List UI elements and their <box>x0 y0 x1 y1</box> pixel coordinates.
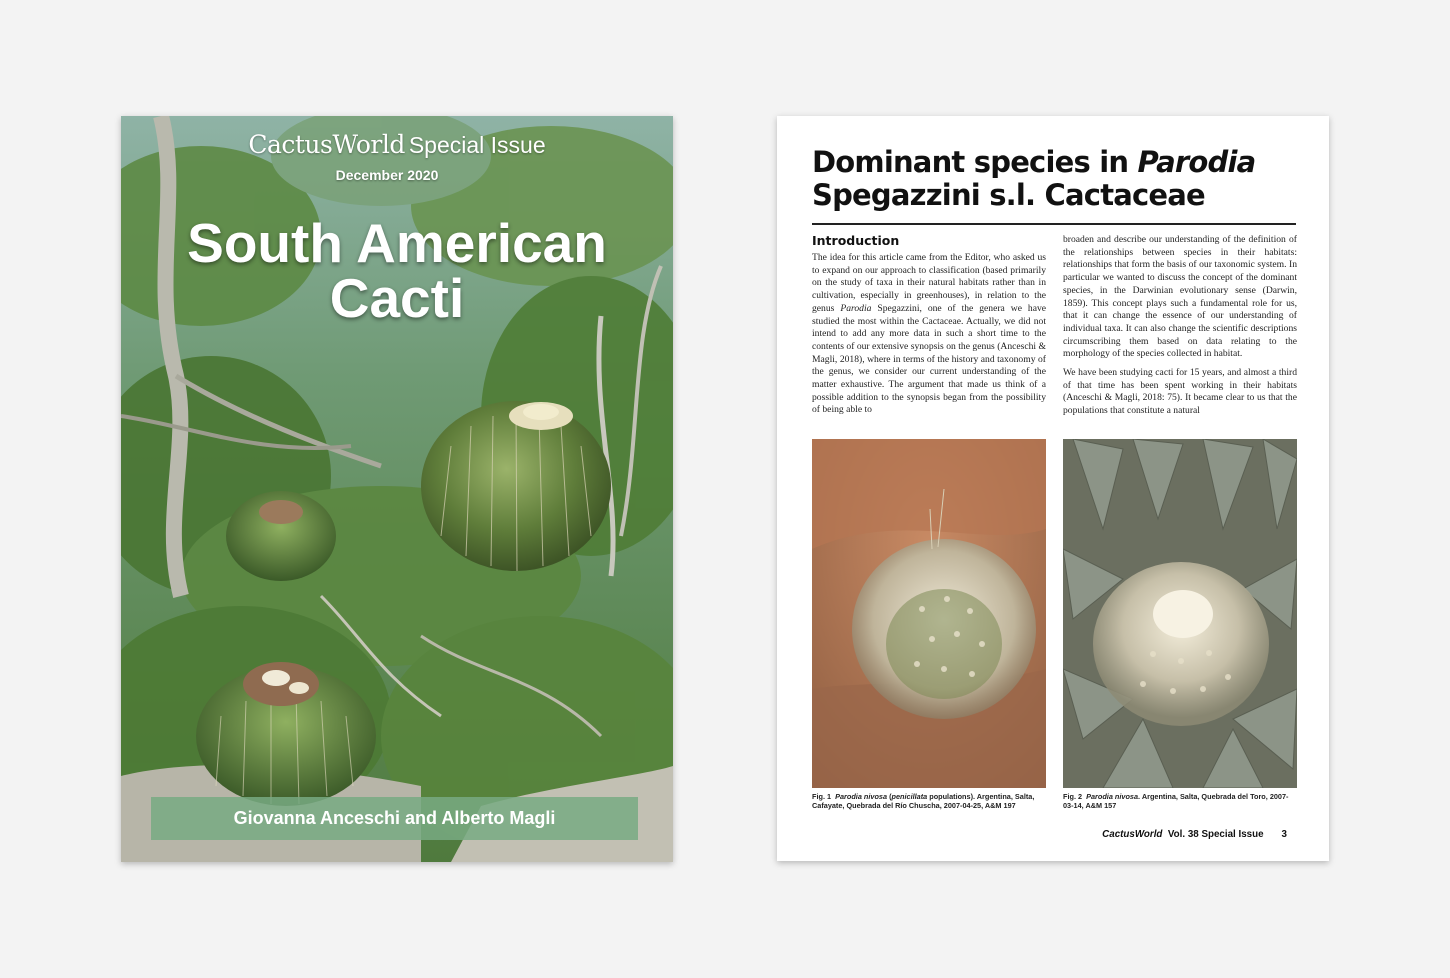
cover-title <box>121 212 673 329</box>
figure-2-photo <box>1063 439 1297 788</box>
intro-text-b: Spegazzini, one of the genera we have studied the most within the Cactaceae. Actually, we did not intend to add any more data in such a short time to the contents of our extensive synopsis on the genus (Anceschi & Magli, 2018), where in terms of the history and taxonomy of the genus, we consider our current understanding of the matter exhaustive. The argument that made us think of a possible addition to the synopsis began from the possibility of being able to <box>812 302 1046 416</box>
text-column-left <box>812 234 1046 430</box>
fig-2-label: Fig. 2 <box>1063 792 1083 801</box>
masthead-special-issue: Special Issue <box>408 132 546 158</box>
cover-date: December 2020 <box>335 167 439 183</box>
intro-text-a: The idea for this article came from the Editor, who asked us to expand on our approach to classification (based primarily on the study of taxa in their natural habitats rather than in cultivation, especially in greenhouses), in relation to the genus <box>812 252 1046 314</box>
text-column-right <box>1063 234 1297 430</box>
article-title <box>812 146 1292 212</box>
page-footer <box>777 829 1287 840</box>
article-title-part-2: Spegazzini s.l. Cactaceae <box>812 178 1205 212</box>
fig-1-details: populations). Argentina, Salta, Cafayate, Quebrada del Río Chuscha, 2007-04-25, A&M 197 <box>812 792 1035 810</box>
figure-1-caption <box>812 792 1046 810</box>
fig-2-details: . Argentina, Salta, Quebrada del Toro, 2007-03-14, A&M 157 <box>1063 792 1289 810</box>
cover-title-line-2: Cacti <box>329 267 465 329</box>
article-title-genus: Parodia <box>1137 145 1256 179</box>
cover-masthead <box>121 130 673 159</box>
figure-2-caption <box>1063 792 1297 810</box>
fig-1-population: penicillata <box>891 792 928 801</box>
paragraph-continued: broaden and describe our understanding of the definition of the relationships between species in their habitats: relationships that form the basis of our taxonomic system. In particular we wanted to discuss the concept of the dominant species, in the Darwinian evolutionary sense (Darwin, 1859). This concept plays such a fundamental role for us, that it can change the essence of our understanding of individual taxa. It can also change the scientific descriptions circumscribing them based on data relating to the morphology of the species collected in habitat. <box>1063 234 1297 360</box>
fig-1-species: Parodia nivosa <box>835 792 888 801</box>
article-title-part-1: Dominant species in <box>812 145 1138 179</box>
article-page <box>777 116 1329 861</box>
fig-2-species: Parodia nivosa <box>1086 792 1139 801</box>
figure-1-image <box>812 439 1046 788</box>
figure-1-photo <box>812 439 1046 788</box>
fig-1-paren: ( <box>887 792 892 801</box>
paragraph-second: We have been studying cacti for 15 years, and almost a third of that time has been spent working in their habitats (Anceschi & Magli, 2018: 75). It became clear to us that the populations that constitute a natural <box>1063 367 1297 417</box>
page-number: 3 <box>1281 829 1287 840</box>
masthead-brand: CactusWorld <box>248 130 405 159</box>
intro-genus: Parodia <box>840 302 872 314</box>
cover-title-line-1: South American <box>187 212 607 274</box>
footer-brand: CactusWorld <box>1102 829 1163 840</box>
section-heading: Introduction <box>812 234 900 248</box>
paragraph-intro <box>812 252 1046 417</box>
title-divider <box>812 223 1296 225</box>
fig-1-label: Fig. 1 <box>812 792 832 801</box>
magazine-cover <box>121 116 673 862</box>
figure-2-image <box>1063 439 1297 788</box>
cover-authors: Giovanna Anceschi and Alberto Magli <box>151 797 638 840</box>
footer-issue: Vol. 38 Special Issue <box>1167 829 1264 840</box>
